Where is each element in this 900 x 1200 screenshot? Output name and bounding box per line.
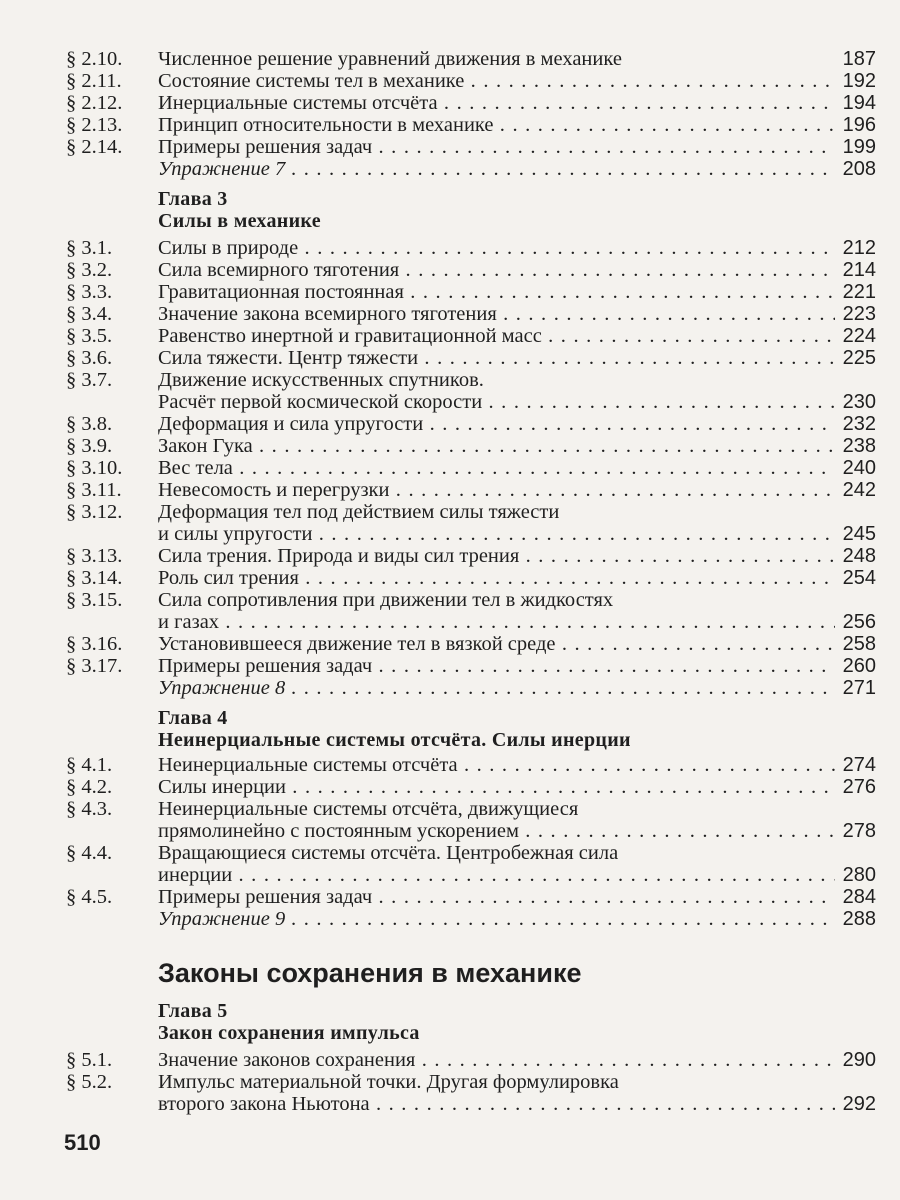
toc-entry — [66, 567, 876, 589]
toc-entry — [66, 886, 876, 908]
entry-number: § 3.15. — [66, 589, 123, 611]
entry-number: § 3.3. — [66, 281, 113, 303]
chapter-title: Силы в механике — [158, 210, 321, 232]
entry-page: 256 — [835, 611, 876, 633]
entry-title: Примеры решения задач . . . — [158, 136, 876, 158]
entry-number: § 3.10. — [66, 457, 123, 479]
entry-number: § 4.1. — [66, 754, 113, 776]
toc-entry — [66, 48, 876, 70]
toc-entry — [66, 413, 876, 435]
entry-page: 194 — [835, 92, 876, 114]
entry-page: 276 — [835, 776, 876, 798]
toc-entry — [66, 457, 876, 479]
entry-number: § 5.2. — [66, 1071, 113, 1093]
toc-entry — [66, 281, 876, 303]
entry-number: § 2.11. — [66, 70, 122, 92]
page-number: 510 — [64, 1130, 101, 1155]
toc-entry — [66, 136, 876, 158]
toc-entry — [66, 369, 876, 391]
toc-entry — [66, 114, 876, 136]
chapter-label: Глава 4 — [158, 707, 228, 729]
exercise-title: Упражнение 9 . . . — [158, 908, 876, 930]
entry-title: Неинерциальные системы отсчёта . . . — [158, 754, 876, 776]
entry-number: § 3.11. — [66, 479, 122, 501]
entry-number: § 3.6. — [66, 347, 113, 369]
toc-entry — [66, 92, 876, 114]
entry-title: Деформация и сила упругости . . . — [158, 413, 876, 435]
toc-entry — [66, 1071, 876, 1093]
entry-page: 232 — [835, 413, 876, 435]
entry-number: § 4.3. — [66, 798, 113, 820]
entry-title: прямолинейно с постоянным ускорением . . . — [158, 820, 876, 842]
entry-number: § 3.1. — [66, 237, 113, 259]
entry-title: Сила сопротивления при движении тел в жидкостях — [158, 589, 614, 611]
entry-title: Равенство инертной и гравитационной масс . . . — [158, 325, 876, 347]
entry-page: 280 — [835, 864, 876, 886]
entry-page: 288 — [835, 908, 876, 930]
entry-title: Вращающиеся системы отсчёта. Центробежная сила — [158, 842, 619, 864]
entry-page: 245 — [835, 523, 876, 545]
chapter-title: Закон сохранения импульса — [158, 1022, 420, 1044]
toc-entry — [66, 842, 876, 864]
entry-page: 260 — [835, 655, 876, 677]
entry-title: Значение законов сохранения . . . — [158, 1049, 876, 1071]
entry-title: Численное решение уравнений движения в механике — [158, 48, 622, 70]
toc-entry — [66, 325, 876, 347]
entry-number: § 2.12. — [66, 92, 123, 114]
entry-number: § 4.2. — [66, 776, 113, 798]
entry-title: Невесомость и перегрузки . . . — [158, 479, 876, 501]
entry-title: Инерциальные системы отсчёта . . . — [158, 92, 876, 114]
toc-entry — [66, 545, 876, 567]
entry-title: и газах . . . — [158, 611, 876, 633]
entry-number: § 3.13. — [66, 545, 123, 567]
entry-title: Сила трения. Природа и виды сил трения . . . — [158, 545, 876, 567]
toc-entry — [66, 435, 876, 457]
entry-title: и силы упругости . . . — [158, 523, 876, 545]
entry-title: Силы инерции . . . — [158, 776, 876, 798]
toc-entry — [66, 754, 876, 776]
toc-entry — [66, 70, 876, 92]
toc-entry — [66, 908, 876, 930]
entry-page: 221 — [835, 281, 876, 303]
entry-title: Импульс материальной точки. Другая формулировка — [158, 1071, 619, 1093]
entry-page: 224 — [835, 325, 876, 347]
entry-title: Движение искусственных спутников. — [158, 369, 484, 391]
entry-title: Закон Гука . . . — [158, 435, 876, 457]
toc-entry — [66, 158, 876, 180]
entry-title: Примеры решения задач . . . — [158, 655, 876, 677]
entry-number: § 4.4. — [66, 842, 113, 864]
toc-entry-continuation — [66, 820, 876, 842]
entry-number: § 4.5. — [66, 886, 113, 908]
toc-entry — [66, 259, 876, 281]
toc-entry-continuation — [66, 391, 876, 413]
entry-page: 196 — [835, 114, 876, 136]
entry-title: Состояние системы тел в механике . . . — [158, 70, 876, 92]
entry-number: § 3.7. — [66, 369, 113, 391]
toc-entry-continuation — [66, 523, 876, 545]
entry-title: Принцип относительности в механике . . . — [158, 114, 876, 136]
entry-page: 274 — [835, 754, 876, 776]
entry-title: Сила тяжести. Центр тяжести . . . — [158, 347, 876, 369]
entry-page: 271 — [835, 677, 876, 699]
entry-page: 208 — [835, 158, 876, 180]
entry-page: 242 — [835, 479, 876, 501]
toc-entry — [66, 655, 876, 677]
entry-number: § 3.16. — [66, 633, 123, 655]
entry-title: Установившееся движение тел в вязкой среде . . . — [158, 633, 876, 655]
chapter-label: Глава 3 — [158, 188, 228, 210]
entry-page: 223 — [835, 303, 876, 325]
chapter-title: Неинерциальные системы отсчёта. Силы инерции — [158, 729, 631, 751]
toc-entry — [66, 347, 876, 369]
entry-number: § 3.8. — [66, 413, 113, 435]
toc-entry — [66, 776, 876, 798]
toc-entry — [66, 237, 876, 259]
entry-number: § 2.10. — [66, 48, 123, 70]
entry-page: 187 — [835, 48, 876, 70]
entry-title: Деформация тел под действием силы тяжести — [158, 501, 560, 523]
entry-number: § 3.17. — [66, 655, 123, 677]
toc-entry — [66, 501, 876, 523]
entry-page: 292 — [835, 1093, 876, 1115]
entry-title: Примеры решения задач . . . — [158, 886, 876, 908]
exercise-title: Упражнение 7 . . . — [158, 158, 876, 180]
toc-entry-continuation — [66, 611, 876, 633]
toc-entry-continuation — [66, 1093, 876, 1115]
toc-entry — [66, 479, 876, 501]
entry-page: 284 — [835, 886, 876, 908]
entry-title: Неинерциальные системы отсчёта, движущиеся — [158, 798, 579, 820]
toc-entry — [66, 1049, 876, 1071]
entry-title: Расчёт первой космической скорости . . . — [158, 391, 876, 413]
entry-page: 214 — [835, 259, 876, 281]
entry-page: 212 — [835, 237, 876, 259]
entry-title: Значение закона всемирного тяготения . . . — [158, 303, 876, 325]
entry-title: Вес тела . . . — [158, 457, 876, 479]
entry-number: § 3.2. — [66, 259, 113, 281]
entry-page: 225 — [835, 347, 876, 369]
entry-number: § 2.14. — [66, 136, 123, 158]
chapter-label: Глава 5 — [158, 1000, 228, 1022]
toc-entry — [66, 677, 876, 699]
entry-title: Силы в природе . . . — [158, 237, 876, 259]
toc-entry-continuation — [66, 864, 876, 886]
section-title: Законы сохранения в механике — [158, 958, 582, 988]
toc-entry — [66, 589, 876, 611]
entry-page: 254 — [835, 567, 876, 589]
entry-page: 290 — [835, 1049, 876, 1071]
entry-page: 248 — [835, 545, 876, 567]
entry-number: § 3.12. — [66, 501, 123, 523]
entry-page: 230 — [835, 391, 876, 413]
entry-page: 258 — [835, 633, 876, 655]
entry-title: Гравитационная постоянная . . . — [158, 281, 876, 303]
toc-entry — [66, 633, 876, 655]
entry-number: § 3.14. — [66, 567, 123, 589]
entry-page: 199 — [835, 136, 876, 158]
entry-number: § 3.4. — [66, 303, 113, 325]
exercise-title: Упражнение 8 . . . — [158, 677, 876, 699]
entry-page: 238 — [835, 435, 876, 457]
toc-entry — [66, 798, 876, 820]
entry-number: § 3.5. — [66, 325, 113, 347]
entry-page: 192 — [835, 70, 876, 92]
entry-number: § 2.13. — [66, 114, 123, 136]
entry-title: инерции . . . — [158, 864, 876, 886]
entry-page: 278 — [835, 820, 876, 842]
entry-number: § 3.9. — [66, 435, 113, 457]
entry-title: второго закона Ньютона . . . — [158, 1093, 876, 1115]
entry-title: Сила всемирного тяготения . . . — [158, 259, 876, 281]
entry-title: Роль сил трения . . . — [158, 567, 876, 589]
toc-entry — [66, 303, 876, 325]
entry-page: 240 — [835, 457, 876, 479]
entry-number: § 5.1. — [66, 1049, 113, 1071]
